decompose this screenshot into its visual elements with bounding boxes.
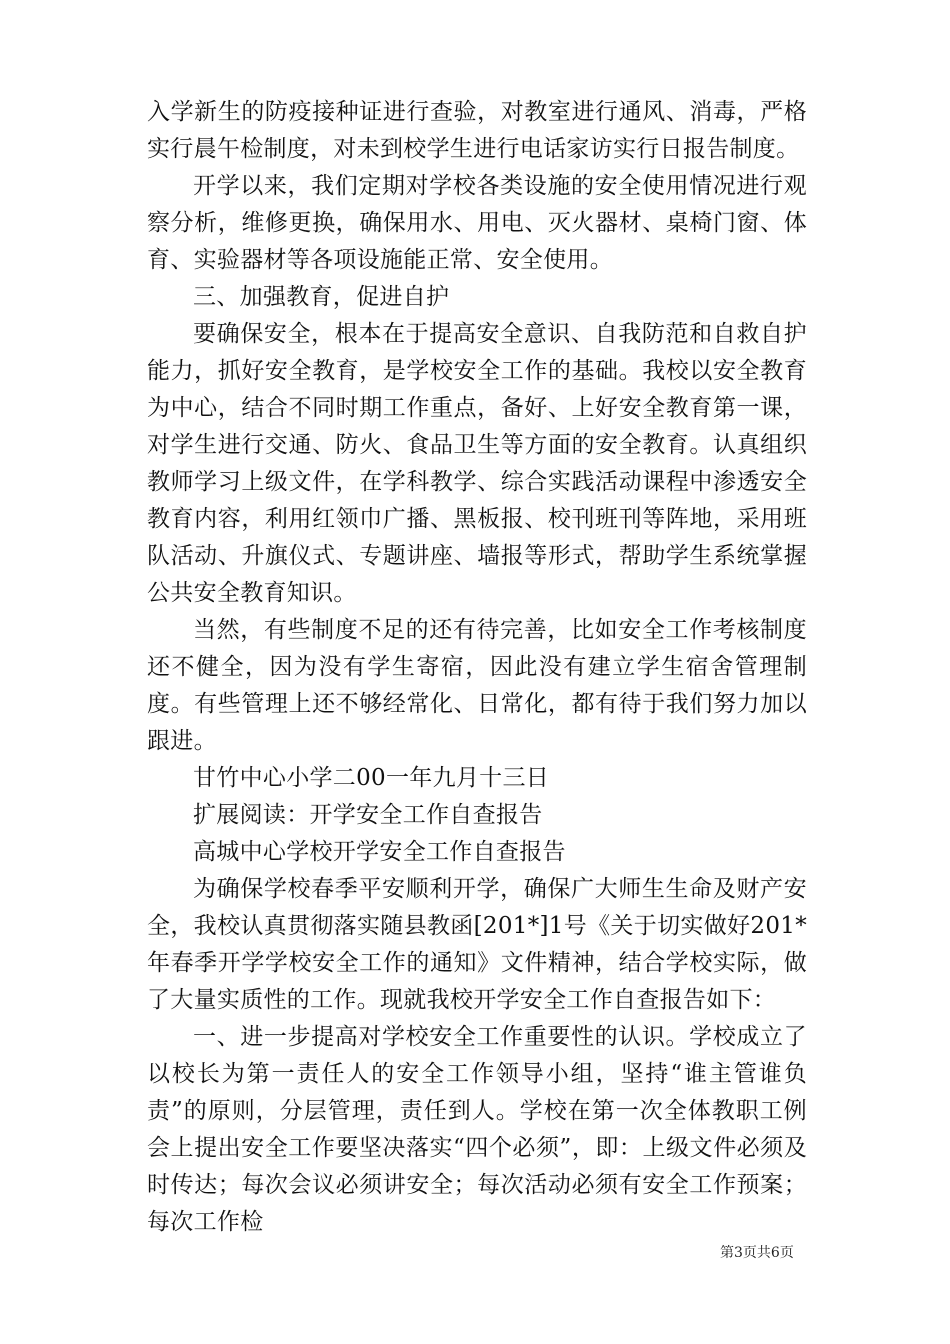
paragraph-safety-education: 要确保安全，根本在于提高安全意识、自我防范和自救自护能力，抓好安全教育，是学校安全工作的基础。我校以安全教育为中心，结合不同时期工作重点，备好、上好安全教育第一课，对学生进行交通、防火、食品卫生等方面的安全教育。认真组织教师学习上级文件，在学科教学、综合实践活动课程中渗透安全教育内容，利用红领巾广播、黑板报、校刊班刊等阵地，采用班队活动、升旗仪式、专题讲座、墙报等形式，帮助学生系统掌握公共安全教育知识。 [147, 321, 807, 606]
section-heading-education: 三、加强教育，促进自护 [193, 284, 450, 310]
paragraph-epidemic-check: 入学新生的防疫接种证进行查验，对教室进行通风、消毒，严格实行晨午检制度，对未到校学生进行电话家访实行日报告制度。 [147, 99, 807, 162]
paragraph-improvements: 当然，有些制度不足的还有待完善，比如安全工作考核制度还不健全，因为没有学生寄宿，因此没有建立学生宿舍管理制度。有些管理上还不够经常化、日常化，都有待于我们努力加以跟进。 [147, 617, 807, 754]
paragraph-leadership-group: 一、进一步提高对学校安全工作重要性的认识。学校成立了以校长为第一责任人的安全工作领导小组，坚持“谁主管谁负责”的原则，分层管理，责任到人。学校在第一次全体教职工例会上提出安全工作要坚决落实“四个必须”，即：上级文件必须及时传达；每次会议必须讲安全；每次活动必须有安全工作预案；每次工作检 [147, 1024, 807, 1235]
paragraph-facility-maintenance: 开学以来，我们定期对学校各类设施的安全使用情况进行观察分析，维修更换，确保用水、用电、灭火器材、桌椅门窗、体育、实验器材等各项设施能正常、安全使用。 [147, 173, 807, 273]
page-number: 第3页共6页 [720, 1245, 794, 1261]
paragraph-report-intro: 为确保学校春季平安顺利开学，确保广大师生生命及财产安全，我校认真贯彻落实随县教函[201*]1号《关于切实做好201*年春季开学学校安全工作的通知》文件精神，结合学校实际，做了大量实质性的工作。现就我校开学安全工作自查报告如下： [147, 876, 807, 1013]
extended-reading-label: 扩展阅读：开学安全工作自查报告 [193, 802, 543, 828]
signature-line: 甘竹中心小学二00一年九月十三日 [193, 765, 550, 791]
report-title: 高城中心学校开学安全工作自查报告 [193, 839, 566, 865]
document-body [147, 94, 807, 1241]
